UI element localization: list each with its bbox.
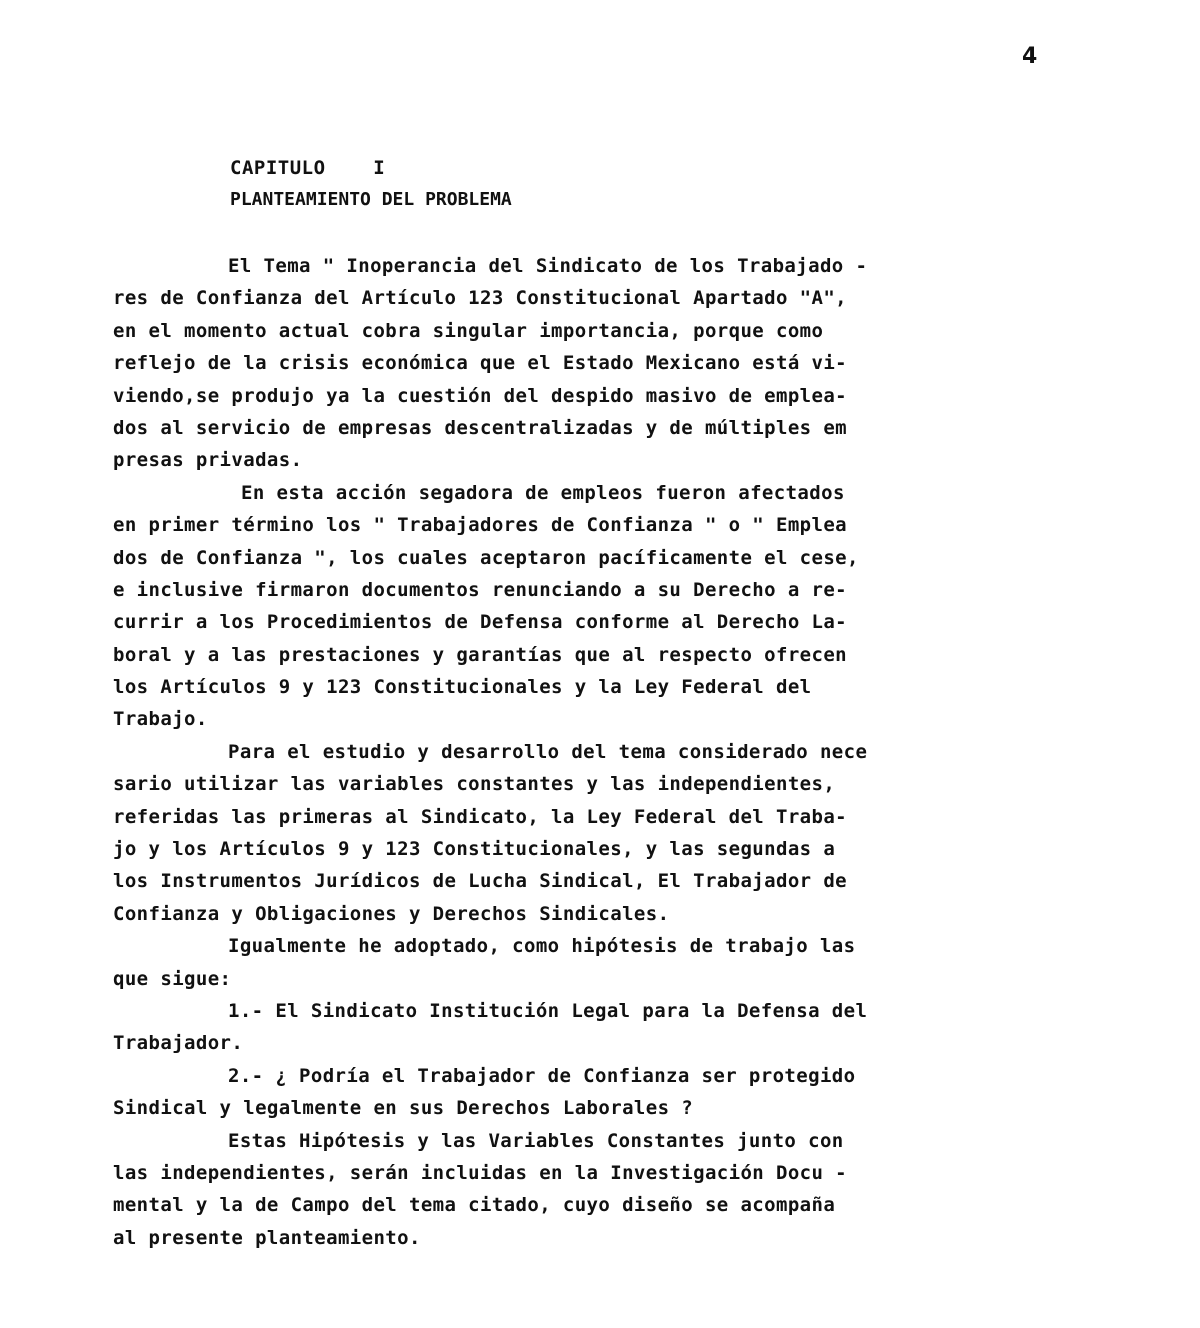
- text-line: En esta acción segadora de empleos fueron afectados: [241, 481, 845, 504]
- text-line: Trabajador.: [113, 1032, 244, 1055]
- text-line: los Instrumentos Jurídicos de Lucha Sindical, El Trabajador de: [113, 870, 848, 893]
- text-line: dos de Confianza ", los cuales aceptaron pacíficamente el cese,: [113, 546, 859, 569]
- text-line: los Artículos 9 y 123 Constitucionales y la Ley Federal del: [113, 676, 812, 699]
- text-line: El Tema " Inoperancia del Sindicato de los Trabajado -: [228, 255, 868, 277]
- text-line: e inclusive firmaron documentos renunciando a su Derecho a re-: [113, 578, 848, 601]
- text-line: las independientes, serán incluidas en la Investigación Docu -: [113, 1161, 848, 1184]
- body-text: [113, 250, 1033, 1254]
- text-line: 2.- ¿ Podría el Trabajador de Confianza ser protegido: [228, 1064, 856, 1087]
- text-line: Estas Hipótesis y las Variables Constantes junto con: [228, 1129, 844, 1152]
- text-line: boral y a las prestaciones y garantías que al respecto ofrecen: [113, 643, 848, 666]
- text-line: dos al servicio de empresas descentralizadas y de múltiples em: [113, 416, 848, 439]
- text-line: res de Confianza del Artículo 123 Constitucional Apartado "A",: [113, 287, 848, 310]
- text-line: mental y la de Campo del tema citado, cuyo diseño se acompaña: [113, 1194, 836, 1217]
- text-line: viendo,se produjo ya la cuestión del despido masivo de emplea-: [113, 384, 848, 407]
- text-line: referidas las primeras al Sindicato, la Ley Federal del Traba-: [113, 805, 848, 828]
- text-line: Para el estudio y desarrollo del tema considerado nece: [228, 740, 868, 763]
- chapter-title: PLANTEAMIENTO DEL PROBLEMA: [230, 189, 512, 210]
- text-line: en el momento actual cobra singular importancia, porque como: [113, 319, 824, 342]
- text-line: en primer término los " Trabajadores de Confianza " o " Emplea: [113, 514, 848, 537]
- page-number: 4: [1022, 44, 1038, 69]
- text-line: reflejo de la crisis económica que el Estado Mexicano está vi-: [113, 352, 848, 375]
- text-line: Igualmente he adoptado, como hipótesis de trabajo las: [228, 935, 856, 958]
- text-line: jo y los Artículos 9 y 123 Constitucionales, y las segundas a: [113, 838, 836, 861]
- text-line: 1.- El Sindicato Institución Legal para la Defensa del: [228, 999, 868, 1022]
- text-line: Sindical y legalmente en sus Derechos Laborales ?: [113, 1097, 694, 1120]
- text-line: Trabajo.: [113, 708, 208, 731]
- text-line: presas privadas.: [113, 449, 303, 472]
- text-line: currir a los Procedimientos de Defensa conforme al Derecho La-: [113, 611, 848, 634]
- text-line: que sigue:: [113, 967, 232, 990]
- text-line: sario utilizar las variables constantes y las independientes,: [113, 773, 836, 796]
- text-line: Confianza y Obligaciones y Derechos Sindicales.: [113, 902, 670, 925]
- text-line: al presente planteamiento.: [113, 1226, 421, 1249]
- chapter-heading: CAPITULO I: [230, 157, 386, 179]
